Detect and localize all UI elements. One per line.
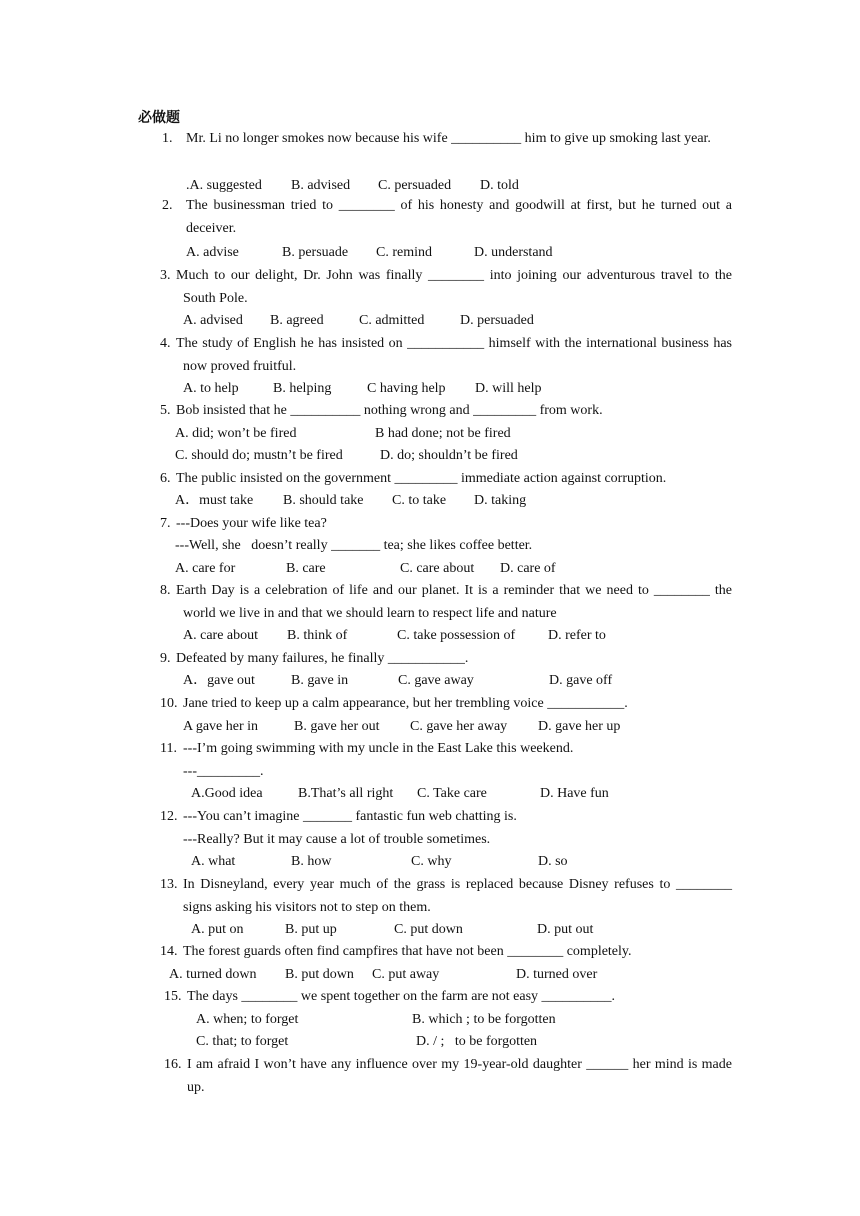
option-d: D. turned over	[516, 967, 598, 982]
question-8	[160, 580, 732, 625]
option-c: C. gave her away	[410, 719, 508, 734]
question-number: 6.	[160, 471, 171, 486]
option-a: A．gave out	[183, 673, 255, 688]
question-number: 7.	[160, 516, 171, 531]
option-a: A. advised	[183, 313, 243, 328]
question-text: Much to our delight, Dr. John was finally ________ into joining our adventurous travel to the South Pole.	[176, 268, 732, 306]
option-d: D. put out	[537, 922, 594, 937]
option-c: C. put down	[394, 922, 463, 937]
question-2	[162, 195, 732, 240]
question-number: 9.	[160, 651, 171, 666]
option-a: A. advise	[186, 245, 239, 260]
option-b: B. gave in	[291, 673, 349, 688]
option-b: B had done; not be fired	[375, 426, 511, 441]
option-c: C. Take care	[417, 786, 487, 801]
option-d: D. refer to	[548, 628, 606, 643]
option-d: D. / ; to be forgotten	[416, 1034, 538, 1049]
section-title: 必做题	[138, 110, 180, 126]
option-a: A. when; to forget	[196, 1012, 299, 1027]
question-number: 5.	[160, 403, 171, 418]
question-text-line-2: ---Well, she doesn’t really _______ tea; she likes coffee better.	[175, 538, 533, 553]
question-text: I am afraid I won’t have any influence over my 19-year-old daughter ______ her mind is made up.	[187, 1057, 732, 1095]
option-b: B. put up	[285, 922, 337, 937]
option-d: D. persuaded	[460, 313, 534, 328]
question-number: 12.	[160, 809, 178, 824]
question-4	[160, 333, 732, 378]
option-a: A. care about	[183, 628, 259, 643]
option-a: A. to help	[183, 381, 239, 396]
option-b: B. should take	[283, 493, 364, 508]
option-c: C. to take	[392, 493, 447, 508]
question-text: Mr. Li no longer smokes now because his wife __________ him to give up smoking last year.	[186, 131, 711, 146]
question-number: 1.	[162, 131, 173, 146]
option-d: D. Have fun	[540, 786, 609, 801]
option-d: D. care of	[500, 561, 556, 576]
question-text-line-2: ---Really? But it may cause a lot of trouble sometimes.	[183, 832, 491, 847]
question-11-reply	[183, 761, 732, 784]
option-a: A. put on	[191, 922, 244, 937]
option-a: A. what	[191, 854, 236, 869]
option-d: D. told	[480, 178, 519, 193]
option-c: C. persuaded	[378, 178, 452, 193]
option-a: A. turned down	[169, 967, 257, 982]
option-d: D. do; shouldn’t be fired	[380, 448, 518, 463]
option-c: C. that; to forget	[196, 1034, 289, 1049]
option-c: C. remind	[376, 245, 432, 260]
option-a: A.Good idea	[191, 786, 263, 801]
question-6	[160, 468, 732, 491]
question-1	[162, 128, 732, 151]
question-11	[160, 738, 732, 761]
question-12	[160, 806, 732, 829]
question-13	[160, 874, 732, 919]
option-b: B. which ; to be forgotten	[412, 1012, 556, 1027]
question-number: 15.	[164, 989, 182, 1004]
option-b: B. put down	[285, 967, 354, 982]
option-d: D. gave off	[549, 673, 613, 688]
option-d: D. understand	[474, 245, 553, 260]
question-number: 10.	[160, 696, 178, 711]
option-b: B. how	[291, 854, 332, 869]
option-d: D. gave her up	[538, 719, 621, 734]
option-a: A. care for	[175, 561, 236, 576]
option-b: B. helping	[273, 381, 332, 396]
question-number: 16.	[164, 1057, 182, 1072]
option-c: C. take possession of	[397, 628, 516, 643]
question-text: The public insisted on the government _________ immediate action against corruption.	[176, 471, 667, 486]
question-text: The study of English he has insisted on ___________ himself with the international business has now proved fruitful.	[176, 336, 732, 374]
option-d: D. taking	[474, 493, 527, 508]
question-7	[160, 513, 732, 536]
question-7-reply	[175, 535, 732, 558]
option-c: C. should do; mustn’t be fired	[175, 448, 343, 463]
option-d: D. will help	[475, 381, 542, 396]
option-c: C having help	[367, 381, 446, 396]
question-3	[160, 265, 732, 310]
question-text: The businessman tried to ________ of his honesty and goodwill at first, but he turned out a deceiver.	[186, 198, 732, 236]
question-text: Jane tried to keep up a calm appearance, but her trembling voice ___________.	[183, 696, 628, 711]
option-c: C. care about	[400, 561, 475, 576]
question-text: ---I’m going swimming with my uncle in the East Lake this weekend.	[183, 741, 574, 756]
question-14	[160, 941, 732, 964]
question-number: 13.	[160, 877, 178, 892]
question-text: Defeated by many failures, he finally ___________.	[176, 651, 469, 666]
option-c: C. admitted	[359, 313, 425, 328]
question-number: 3.	[160, 268, 171, 283]
question-12-reply	[183, 829, 732, 852]
option-b: B. agreed	[270, 313, 324, 328]
question-15	[164, 986, 732, 1009]
question-number: 4.	[160, 336, 171, 351]
option-c: C. gave away	[398, 673, 474, 688]
question-number: 8.	[160, 583, 171, 598]
option-a: A. did; won’t be fired	[175, 426, 297, 441]
question-5	[160, 400, 732, 423]
question-text: ---Does your wife like tea?	[176, 516, 327, 531]
question-text: The days ________ we spent together on the farm are not easy __________.	[187, 989, 616, 1004]
option-b: B. gave her out	[294, 719, 380, 734]
option-b: B. advised	[291, 178, 351, 193]
option-b: B. care	[286, 561, 326, 576]
question-10	[160, 693, 732, 716]
option-a: .A. suggested	[186, 178, 262, 193]
question-text: Bob insisted that he __________ nothing wrong and _________ from work.	[176, 403, 603, 418]
question-number: 14.	[160, 944, 178, 959]
option-a: A．must take	[175, 493, 254, 508]
question-text-line-2: ---_________.	[183, 764, 264, 779]
option-d: D. so	[538, 854, 568, 869]
question-text: The forest guards often find campfires that have not been ________ completely.	[183, 944, 632, 959]
question-9	[160, 648, 732, 671]
question-text: Earth Day is a celebration of life and our planet. It is a reminder that we need to ________ the world we live in and that we should learn to respect life and nature	[176, 583, 732, 621]
option-b: B. persuade	[282, 245, 349, 260]
question-16	[164, 1054, 732, 1099]
option-b: B.That’s all right	[298, 786, 394, 801]
option-c: C. why	[411, 854, 452, 869]
question-text: In Disneyland, every year much of the grass is replaced because Disney refuses to ________ signs asking his visitors not to step on them.	[183, 877, 732, 915]
option-c: C. put away	[372, 967, 440, 982]
option-b: B. think of	[287, 628, 348, 643]
question-number: 2.	[162, 198, 173, 213]
option-a: A gave her in	[183, 719, 259, 734]
question-number: 11.	[160, 741, 177, 756]
question-text: ---You can’t imagine _______ fantastic fun web chatting is.	[183, 809, 517, 824]
